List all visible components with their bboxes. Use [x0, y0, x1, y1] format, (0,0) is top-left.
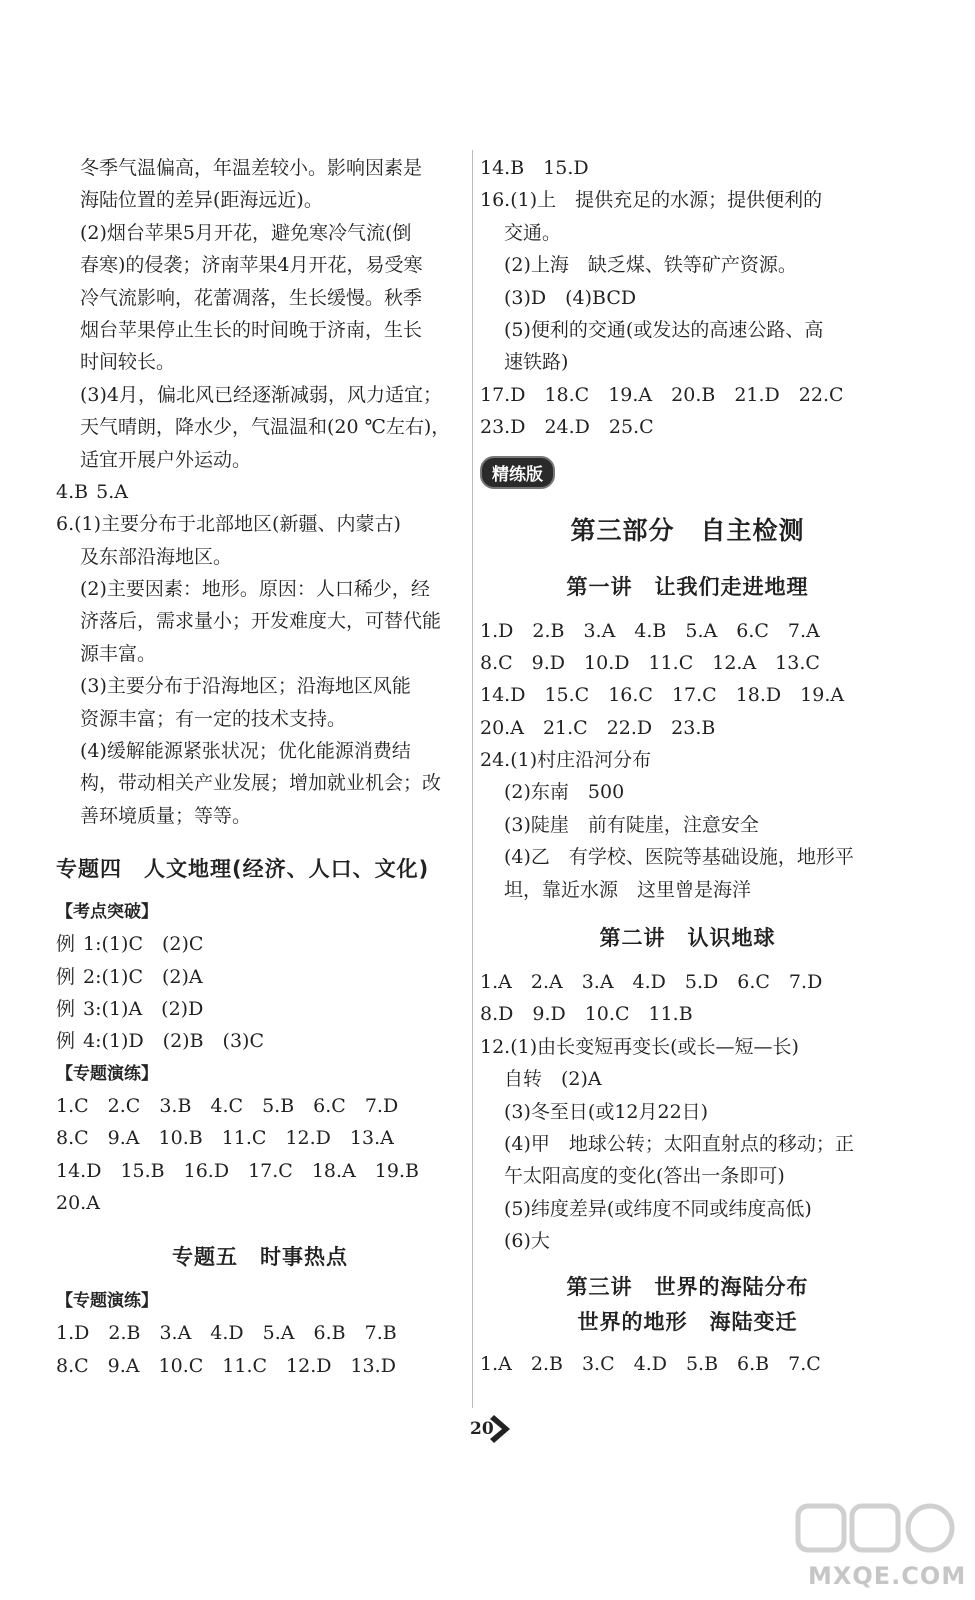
watermark-logo — [790, 1500, 970, 1595]
text-line: 坦，靠近水源 这里曾是海洋 — [504, 878, 752, 901]
kaodian-label: 【考点突破】 — [56, 902, 158, 923]
text-line: (3)冬至日(或12月22日) — [504, 1100, 709, 1123]
watermark-text: MXQE.COM — [808, 1562, 967, 1590]
answer-row: 1.D 2.B 3.A 4.D 5.A 6.B 7.B — [56, 1322, 397, 1345]
answer-row: 8.C 9.D 10.D 11.C 12.A 13.C — [480, 651, 820, 674]
answer-row: 8.C 9.A 10.C 11.C 12.D 13.D — [56, 1354, 396, 1377]
example-row: 例 2:(1)C (2)A — [56, 965, 203, 988]
answer-row: 14.D 15.B 16.D 17.C 18.A 19.B — [56, 1159, 419, 1182]
topic-5-title: 专题五 时事热点 — [172, 1245, 348, 1270]
lecture-1-title: 第一讲 让我们走进地理 — [566, 574, 809, 599]
answer-row: 20.A 21.C 22.D 23.B — [480, 716, 716, 739]
answer-row: 1.C 2.C 3.B 4.C 5.B 6.C 7.D — [56, 1094, 399, 1117]
answer-row: 1.A 2.B 3.C 4.D 5.B 6.B 7.C — [480, 1352, 821, 1375]
text-line: 交通。 — [504, 221, 562, 244]
text-line: (5)纬度差异(或纬度不同或纬度高低) — [504, 1197, 812, 1220]
text-line: 春寒)的侵袭；济南苹果4月开花，易受寒 — [80, 254, 423, 277]
text-line: 自转 (2)A — [504, 1068, 602, 1091]
answer-row: 8.D 9.D 10.C 11.B — [480, 1003, 693, 1026]
text-line: (3)陡崖 前有陡崖，注意安全 — [504, 813, 759, 836]
watermark-icon — [790, 1500, 970, 1560]
text-line: 及东部沿海地区。 — [80, 545, 233, 568]
text-line: 济落后，需求量小；开发难度大，可替代能 — [80, 610, 442, 633]
answer-row: 17.D 18.C 19.A 20.B 21.D 22.C — [480, 383, 844, 406]
page-number — [466, 1412, 526, 1446]
text-line: 12.(1)由长变短再变长(或长—短—长) — [480, 1035, 799, 1058]
text-line: 冷气流影响，花蕾凋落，生长缓慢。秋季 — [80, 286, 423, 309]
text-line: (2)上海 缺乏煤、铁等矿产资源。 — [504, 254, 797, 277]
text-line: 16.(1)上 提供充足的水源；提供便利的 — [480, 189, 823, 212]
text-line: 构，带动相关产业发展；增加就业机会；改 — [80, 772, 442, 795]
text-line: (3)主要分布于沿海地区；沿海地区风能 — [80, 675, 411, 698]
lecture-3-title: 第三讲 世界的海陆分布 — [566, 1274, 809, 1299]
text-line: (3)4月，偏北风已经逐渐减弱，风力适宜； — [80, 383, 443, 406]
question-24-block — [480, 744, 895, 906]
text-line: (6)大 — [504, 1230, 550, 1253]
text-line: 烟台苹果停止生长的时间晚于济南，生长 — [80, 318, 423, 341]
example-row: 例 3:(1)A (2)D — [56, 997, 204, 1020]
text-line: 适宜开展户外运动。 — [80, 448, 252, 471]
text-line: 善环境质量；等等。 — [80, 804, 252, 827]
lecture-3-subtitle: 世界的地形 海陆变迁 — [577, 1309, 798, 1334]
answer-row: 14.D 15.C 16.C 17.C 18.D 19.A — [480, 684, 845, 707]
answer-row: 1.D 2.B 3.A 4.B 5.A 6.C 7.A — [480, 619, 820, 642]
question-6-block — [56, 508, 464, 832]
question-12-block — [480, 1031, 895, 1258]
answer-row: 1.A 2.A 3.A 4.D 5.D 6.C 7.D — [480, 971, 823, 994]
text-line: (5)便利的交通(或发达的高速公路、高 — [504, 318, 824, 341]
answer-row: 4.B 5.A — [56, 480, 128, 503]
text-line: 源丰富。 — [80, 642, 157, 665]
question-16-block — [480, 184, 895, 378]
left-column — [56, 152, 464, 1382]
text-line: 午太阳高度的变化(答出一条即可) — [504, 1165, 785, 1188]
answer-row: 8.C 9.A 10.B 11.C 12.D 13.A — [56, 1127, 394, 1150]
text-line: (2)主要因素：地形。原因：人口稀少，经 — [80, 578, 430, 601]
text-line: (2)烟台苹果5月开花，避免寒冷气流(倒 — [80, 221, 412, 244]
part-3-title: 第三部分 自主检测 — [570, 515, 805, 545]
text-line: 冬季气温偏高，年温差较小。影响因素是 — [80, 157, 423, 179]
text-line: 24.(1)村庄沿河分布 — [480, 749, 652, 772]
text-line: 时间较长。 — [80, 351, 176, 374]
text-line: 海陆位置的差异(距海远近)。 — [80, 189, 323, 212]
text-line: (3)D (4)BCD — [504, 286, 637, 309]
text-line: 6.(1)主要分布于北部地区(新疆、内蒙古) — [56, 513, 401, 536]
text-line: (4)缓解能源紧张状况；优化能源消费结 — [80, 740, 411, 763]
example-row: 例 4:(1)D (2)B (3)C — [56, 1030, 265, 1053]
answer-row: 14.B 15.D — [480, 157, 589, 179]
page-number-text: 20 — [470, 1419, 494, 1439]
yanlian-label: 【专题演练】 — [56, 1063, 158, 1084]
yanlian-label: 【专题演练】 — [56, 1291, 158, 1312]
text-line: 速铁路) — [504, 351, 569, 374]
text-line: 天气晴朗，降水少，气温温和(20 ℃左右)， — [80, 416, 451, 439]
column-divider — [472, 150, 473, 1408]
answer-row: 23.D 24.D 25.C — [480, 416, 654, 439]
text-line: (4)甲 地球公转；太阳直射点的移动；正 — [504, 1132, 854, 1155]
text-line: 资源丰富；有一定的技术支持。 — [80, 707, 347, 730]
right-column — [480, 152, 895, 1380]
topic-4-title: 专题四 人文地理(经济、人口、文化) — [56, 857, 430, 882]
jinglian-badge: 精练版 — [480, 456, 555, 489]
lecture-2-title: 第二讲 认识地球 — [599, 926, 776, 951]
text-line: (2)东南 500 — [504, 781, 625, 804]
answer-row: 20.A — [56, 1191, 100, 1214]
continued-answer-block — [56, 152, 464, 476]
example-row: 例 1:(1)C (2)C — [56, 933, 204, 956]
text-line: (4)乙 有学校、医院等基础设施，地形平 — [504, 846, 854, 869]
